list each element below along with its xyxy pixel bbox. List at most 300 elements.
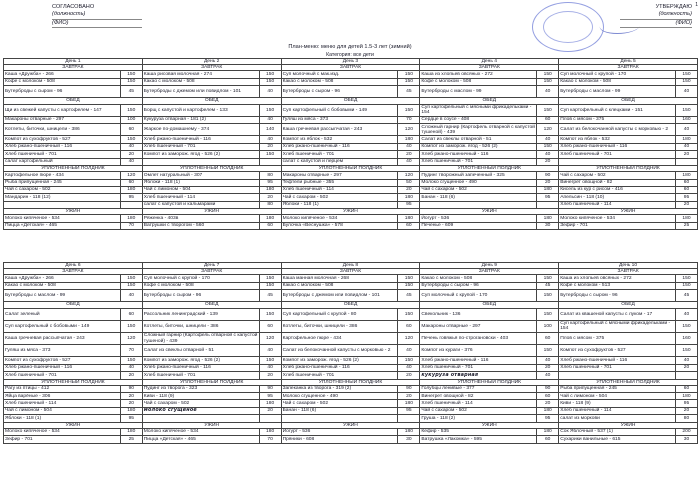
dish-name: Плов с мясом - 375 [559, 332, 676, 344]
dish-name: Чай с сахаром - 502 [420, 186, 537, 193]
dish-portion: 150 [120, 357, 142, 364]
meal-section-label: УЖИН [142, 209, 281, 215]
meal-section-label: УПЛОТНЕННЫЙ ПОЛДНИК [281, 379, 420, 385]
dish-name: Жаркое по-домашнему - 374 [142, 124, 259, 136]
dish-name: Салат из квашеной капусты с луком - 17 [559, 308, 676, 320]
dish-portion: 180 [120, 407, 142, 414]
dish-portion: 150 [398, 104, 420, 116]
dish-portion: 60 [259, 222, 281, 229]
dish-name: Компот из сухофруктов - 527 [4, 136, 121, 143]
dish-name: Кофе с молоком - 508 [420, 78, 537, 85]
name-line-right: (ФИО) [620, 20, 692, 28]
dish-portion: 40 [259, 116, 281, 123]
dish-name: Бутерброды с сыром - 96 [142, 290, 259, 302]
dish-portion: 40 [259, 345, 281, 357]
dish-portion: 40 [120, 143, 142, 150]
dish-portion: 180 [120, 186, 142, 193]
dish-portion: 20 [398, 393, 420, 400]
dish-name: Кисель из кур с рисом - 416 [559, 186, 676, 193]
dish-portion: 95 [537, 415, 559, 422]
dish-portion: 150 [675, 275, 697, 282]
dish-row [4, 222, 698, 229]
meal-section-label: УПЛОТНЕННЫЙ ПОЛДНИК [142, 379, 281, 385]
dish-portion: 180 [398, 428, 420, 435]
dish-portion [259, 415, 281, 422]
dish-portion: 95 [398, 407, 420, 414]
dish-name: Молоко кипяченое - 534 [281, 215, 398, 222]
meal-section-label: ОБЕД [4, 302, 143, 308]
dish-row [4, 186, 698, 193]
dish-name: Компот из яблок - 532 [281, 136, 398, 143]
dish-row [4, 415, 698, 422]
dish-portion: 180 [537, 186, 559, 193]
dish-portion: 150 [398, 71, 420, 78]
dish-name: Сложный гарнир (Картофель отварной с капустой тушеной) - 439 [421, 124, 535, 135]
meal-section-label: УПЛОТНЕННЫЙ ПОЛДНИК [142, 165, 281, 171]
dish-portion: 60 [398, 320, 420, 332]
dish-portion: 60 [537, 393, 559, 400]
position-line-right: (должность) [620, 11, 692, 19]
dish-portion: 20 [120, 400, 142, 407]
dish-portion: 180 [537, 407, 559, 414]
dish-portion: 150 [537, 308, 559, 320]
dish-portion: 150 [120, 320, 142, 332]
dish-portion: 150 [120, 282, 142, 289]
dish-name: Хлеб пшеничный - 114 [281, 186, 398, 193]
dish-portion: 60 [675, 186, 697, 193]
dish-portion: 120 [537, 124, 559, 136]
dish-name: Борщ с капустой и картофелем - 133 [142, 104, 259, 116]
dish-portion: 90 [398, 385, 420, 392]
dish-portion: 60 [537, 332, 559, 344]
dish-portion: 60 [120, 124, 142, 136]
meal-section-label: ЗАВТРАК [142, 269, 281, 275]
dish-portion: 150 [537, 290, 559, 302]
dish-name: Чай с лимоном - 504 [142, 186, 259, 193]
dish-name: Чай с сахаром - 502 [559, 172, 676, 179]
meal-section-label: УЖИН [4, 422, 143, 428]
dish-name: Пряники - 608 [281, 436, 398, 443]
dish-portion: 180 [537, 428, 559, 435]
dish-name: Молоко сгущенное - 490 [281, 393, 398, 400]
dish-portion: 40 [120, 158, 142, 165]
dish-name: Хлеб пшеничный - 701 [4, 372, 121, 379]
dish-name: Киви - 118 (9) [142, 393, 259, 400]
meal-section-label: ЗАВТРАК [142, 65, 281, 71]
dish-name: Хлеб ржано-пшеничный - 116 [420, 151, 537, 158]
dish-name: Свекольник - 136 [420, 308, 537, 320]
dish-portion: 80 [259, 172, 281, 179]
dish-portion: 150 [398, 275, 420, 282]
meal-section-label: УЖИН [420, 209, 559, 215]
dish-portion: 150 [120, 136, 142, 143]
dish-name: салат с капустой и перцем [281, 158, 398, 165]
dish-portion: 40 [675, 143, 697, 150]
dish-portion: 20 [537, 400, 559, 407]
dish-name: Яблоки - 118 (1) [4, 415, 121, 422]
dish-name: Запеканка из творога - 319 (2) [281, 385, 398, 392]
dish-portion: 40 [675, 357, 697, 364]
dish-name: Хлеб пшеничный - 701 [559, 364, 676, 371]
dish-name: Суп картофельный с клецками - 151 [559, 104, 676, 116]
dish-row [4, 124, 698, 136]
meal-section-label: УЖИН [281, 422, 420, 428]
dish-name: Пицца «Детская» - 465 [142, 436, 259, 443]
dish-portion: 40 [259, 364, 281, 371]
dish-portion [120, 201, 142, 208]
meal-section-label: ЗАВТРАК [559, 65, 698, 71]
approval-block-left [52, 4, 142, 28]
dish-portion: 100 [537, 320, 559, 332]
dish-portion: 40 [120, 290, 142, 302]
dish-name: Хлеб ржано-пшеничный - 116 [559, 357, 676, 364]
dish-portion: 45 [259, 290, 281, 302]
dish-name: Кофе с молоком - 508 [142, 282, 259, 289]
dish-portion: 150 [398, 78, 420, 85]
dish-name: Чай с лимоном - 504 [4, 407, 121, 414]
dish-name: Тефтели рыбные - 355 [281, 179, 398, 186]
meal-section-label: ОБЕД [559, 302, 698, 308]
dish-portion [675, 372, 697, 379]
dish-portion: 150 [537, 78, 559, 85]
meal-section-label: ОБЕД [420, 98, 559, 104]
dish-portion: 90 [537, 385, 559, 392]
meal-section-label: УПЛОТНЕННЫЙ ПОЛДНИК [4, 165, 143, 171]
dish-portion [675, 158, 697, 165]
dish-portion: 120 [398, 172, 420, 179]
dish-portion: 150 [259, 71, 281, 78]
dish-portion: 180 [398, 215, 420, 222]
dish-name: Ряженка - 403в [142, 215, 259, 222]
dish-portion: 30 [537, 222, 559, 229]
dish-name [559, 372, 676, 379]
dish-name: Булочка «Веснушка» - 578 [281, 222, 398, 229]
day-header: День 10 [559, 263, 698, 269]
dish-row [4, 372, 698, 379]
dish-name: Хлеб ржано-пшеничный - 116 [420, 357, 537, 364]
dish-name: Сложный гарнир (Картофель отварной с капустой тушеной) - 439 [143, 333, 258, 344]
dish-name [142, 158, 259, 165]
approved-label: УТВЕРЖДАЮ [655, 4, 692, 10]
dish-name: Гуляш из мяса - 373 [4, 345, 121, 357]
dish-name: Молоко кипяченое - 534 [4, 215, 121, 222]
dish-name: Бутерброды с маслом - 99 [559, 86, 676, 98]
dish-portion [259, 158, 281, 165]
dish-row [4, 345, 698, 357]
dish-name: Картофельное пюре - 434 [4, 172, 121, 179]
menu-table-week-2 [3, 262, 698, 444]
dish-name: Рыба припущенная - 245 [4, 179, 121, 186]
dish-name: Винегрет овощной - 82 [559, 179, 676, 186]
meal-section-label: ЗАВТРАК [281, 65, 420, 71]
dish-portion: 95 [675, 194, 697, 201]
meal-section-label: ОБЕД [281, 98, 420, 104]
dish-name: Бутерброды с маслом - 99 [420, 86, 537, 98]
dish-name: Зефир - 701 [4, 436, 121, 443]
dish-portion: 70 [398, 116, 420, 123]
dish-name: Печень говяжья по-строгановски - 403 [420, 332, 537, 344]
dish-name: Омлет натуральный - 307 [142, 172, 259, 179]
dish-portion: 180 [398, 136, 420, 143]
dish-name: Суп молочный с мак.изд. [281, 71, 398, 78]
dish-portion: 80 [259, 201, 281, 208]
dish-name: Хлеб пшеничный - 701 [559, 151, 676, 158]
dish-row [4, 282, 698, 289]
dish-name: Компот из сухофруктов - 527 [4, 357, 121, 364]
dish-name: Молоко кипяченое - 534 [559, 215, 676, 222]
dish-portion: 45 [675, 290, 697, 302]
dish-row [4, 308, 698, 320]
position-line-left: (должность) [52, 11, 142, 19]
dish-name: Банан - 118 (6) [281, 407, 398, 414]
dish-row [4, 136, 698, 143]
dish-portion: 180 [398, 194, 420, 201]
dish-portion: 95 [120, 415, 142, 422]
dish-portion: 160 [675, 332, 697, 344]
dish-name: Компот из заморож. ягод - 526 (2) [142, 357, 259, 364]
dish-portion: 60 [675, 179, 697, 186]
dish-name: Хлеб пшеничный - 114 [420, 400, 537, 407]
dish-name: Хлеб ржано-пшеничный - 116 [281, 364, 398, 371]
dish-row [4, 364, 698, 371]
dish-portion: 60 [259, 320, 281, 332]
dish-portion: 95 [537, 194, 559, 201]
dish-portion: 150 [537, 104, 559, 116]
day-header: День 7 [142, 263, 281, 269]
dish-portion: 20 [537, 179, 559, 186]
dish-portion: 45 [537, 282, 559, 289]
dish-name: Чай с сахаром - 502 [420, 407, 537, 414]
dish-portion: 40 [398, 143, 420, 150]
dish-portion: 70 [120, 222, 142, 229]
dish-portion: 95 [259, 179, 281, 186]
dish-name: Макароны отварные - 297 [4, 116, 121, 123]
dish-row [4, 172, 698, 179]
dish-name: Каша гречневая рассыпчатая - 243 [4, 332, 121, 344]
meal-section-label: УПЛОТНЕННЫЙ ПОЛДНИК [559, 165, 698, 171]
meal-section-label: ЗАВТРАК [4, 65, 143, 71]
dish-portion: 150 [675, 320, 697, 332]
day-header: День 1 [4, 59, 143, 65]
dish-portion: 40 [259, 86, 281, 98]
dish-portion: 180 [675, 215, 697, 222]
dish-name: Молоко кипяченое - 534 [4, 428, 121, 435]
document-category: Категория: все дети [326, 52, 374, 58]
dish-name: Компот из сухофруктов - 527 [559, 345, 676, 357]
dish-name: Рыба припущенная - 245 [559, 385, 676, 392]
dish-portion: 45 [398, 86, 420, 98]
dish-row [4, 400, 698, 407]
dish-portion: 90 [259, 385, 281, 392]
dish-name: Чай с лимоном - 504 [559, 393, 676, 400]
day-header: День 8 [281, 263, 420, 269]
day-header: День 5 [559, 59, 698, 65]
dish-name: Рагу из птицы - 412 [4, 385, 121, 392]
dish-name: Киви - 118 (9) [559, 400, 676, 407]
dish-portion: 60 [120, 179, 142, 186]
dish-name: Винегрет овощной - 82 [420, 393, 537, 400]
dish-name: Апельсин - 118 (10) [559, 194, 676, 201]
dish-portion: 90 [120, 385, 142, 392]
dish-name: Рассольник ленинградский - 139 [142, 308, 259, 320]
dish-portion: 20 [398, 186, 420, 193]
dish-name: Хлеб ржано-пшеничный - 116 [142, 136, 259, 143]
dish-name [281, 415, 398, 422]
dish-portion: 60 [120, 308, 142, 320]
dish-portion: 180 [259, 400, 281, 407]
dish-portion: 180 [398, 400, 420, 407]
meal-section-label: ОБЕД [4, 98, 143, 104]
dish-portion: 150 [398, 282, 420, 289]
dish-name: Хлеб пшеничный - 114 [559, 201, 676, 208]
meal-section-label: УПЛОТНЕННЫЙ ПОЛДНИК [420, 379, 559, 385]
dish-portion: 40 [398, 158, 420, 165]
dish-portion: 180 [259, 186, 281, 193]
dish-portion [398, 415, 420, 422]
dish-portion: 70 [120, 345, 142, 357]
agreed-label: СОГЛАСОВАНО [52, 4, 95, 10]
dish-name: Хлеб ржано-пшеничный - 116 [281, 143, 398, 150]
dish-portion: 180 [675, 172, 697, 179]
dish-name: Компот из заморож. ягод - 526 (2) [420, 143, 537, 150]
dish-portion: 40 [398, 364, 420, 371]
dish-name: Хлеб пшеничный - 701 [281, 372, 398, 379]
dish-name: Хлеб ржано-пшеничный - 116 [4, 364, 121, 371]
dish-row [4, 436, 698, 443]
dish-portion: 40 [537, 372, 559, 379]
dish-row [4, 86, 698, 98]
dish-portion: 50 [398, 179, 420, 186]
dish-portion: 40 [537, 136, 559, 143]
dish-name: Хлеб пшеничный - 114 [4, 400, 121, 407]
dish-portion: 180 [120, 428, 142, 435]
dish-portion: 140 [259, 124, 281, 136]
meal-section-label: УПЛОТНЕННЫЙ ПОЛДНИК [281, 165, 420, 171]
dish-name: Яблоки - 118 (1) [142, 179, 259, 186]
dish-portion: 150 [259, 275, 281, 282]
dish-name: Бутерброды с сыром - 96 [4, 86, 121, 98]
meal-section-label: ЗАВТРАК [420, 65, 559, 71]
dish-portion: 20 [120, 393, 142, 400]
dish-name: Суп картофельный с мясными фрикадельками - 154 [420, 104, 537, 116]
dish-name: Кофе с молоком - 508 [4, 78, 121, 85]
dish-portion: 150 [259, 357, 281, 364]
meal-section-label: ЗАВТРАК [559, 269, 698, 275]
dish-row [4, 151, 698, 158]
dish-portion: 150 [537, 71, 559, 78]
dish-portion: 100 [120, 116, 142, 123]
dish-portion: 95 [675, 400, 697, 407]
dish-name: Хлеб пшеничный - 114 [142, 194, 259, 201]
dish-name: Каша гречневая рассыпчатая - 243 [281, 124, 398, 136]
dish-portion: 20 [120, 372, 142, 379]
dish-name: Компот из кураги - 376 [420, 345, 537, 357]
dish-portion: 150 [259, 151, 281, 158]
dish-row [4, 71, 698, 78]
dish-portion: 40 [675, 86, 697, 98]
dish-name: Суп картофельный с крупой - 80 [281, 308, 398, 320]
dish-portion: 70 [259, 436, 281, 443]
dish-name: Каша манная молочная - 268 [281, 275, 398, 282]
dish-portion: 150 [398, 308, 420, 320]
dish-portion: 150 [675, 345, 697, 357]
meal-section-label: ЗАВТРАК [281, 269, 420, 275]
dish-name: Йогурт - 536 [281, 428, 398, 435]
dish-portion: 60 [537, 436, 559, 443]
dish-portion: 40 [537, 357, 559, 364]
dish-name: Какао с молоком - 508 [281, 282, 398, 289]
dish-name: Сердце в соусе - 408 [420, 116, 537, 123]
meal-section-label: УЖИН [142, 422, 281, 428]
dish-name: Молоко сгущенное - 490 [420, 179, 537, 186]
dish-name: Хлеб пшеничный - 701 [142, 143, 259, 150]
dish-portion: 150 [675, 78, 697, 85]
dish-portion: 180 [675, 393, 697, 400]
dish-portion: 45 [120, 86, 142, 98]
dish-name: Котлеты, биточки, шницели - 386 [142, 320, 259, 332]
meal-section-label: ОБЕД [281, 302, 420, 308]
dish-portion: 30 [398, 436, 420, 443]
menu-table-week-1 [3, 58, 698, 230]
meal-section-label: ЗАВТРАК [4, 269, 143, 275]
dish-name: Какао с молоком - 508 [4, 282, 121, 289]
dish-name: Йогурт - 536 [420, 215, 537, 222]
dish-name [559, 158, 676, 165]
dish-portion: 150 [259, 104, 281, 116]
dish-name [420, 201, 537, 208]
dish-name [142, 415, 259, 422]
dish-row [4, 407, 698, 414]
dish-name: Каша «Дружба» - 266 [4, 71, 121, 78]
dish-name: Котлеты, биточки, шницели - 386 [4, 124, 121, 136]
dish-portion: 20 [398, 372, 420, 379]
meal-section-label: УПЛОТНЕННЫЙ ПОЛДНИК [420, 165, 559, 171]
dish-name: Суп молочный с крупой - 170 [142, 275, 259, 282]
dish-row [4, 385, 698, 392]
dish-name: салат картофельный [4, 158, 121, 165]
dish-row [4, 428, 698, 435]
dish-name: Ватрушки с творогом - 560 [142, 222, 259, 229]
dish-portion: 20 [259, 407, 281, 414]
dish-portion: 120 [259, 332, 281, 344]
dish-row [4, 104, 698, 116]
dish-row [4, 357, 698, 364]
dish-name: Пудинг из творога - 323 [142, 385, 259, 392]
day-header: День 3 [281, 59, 420, 65]
dish-portion: 180 [537, 215, 559, 222]
dish-portion: 150 [675, 282, 697, 289]
dish-name: Салат зеленый [4, 308, 121, 320]
dish-name: салат из моркови [559, 415, 676, 422]
dish-row [4, 143, 698, 150]
day-header: День 4 [420, 59, 559, 65]
dish-portion: 80 [675, 415, 697, 422]
dish-row [4, 215, 698, 222]
dish-row [4, 290, 698, 302]
dish-portion: 20 [675, 151, 697, 158]
dish-portion: 40 [675, 124, 697, 136]
day-header: День 2 [142, 59, 281, 65]
meal-section-label: УПЛОТНЕННЫЙ ПОЛДНИК [4, 379, 143, 385]
dish-portion: 40 [259, 136, 281, 143]
dish-portion: 90 [537, 172, 559, 179]
dish-portion: 45 [398, 290, 420, 302]
dish-portion: 150 [675, 104, 697, 116]
dish-name: Груша - 118 (2) [420, 415, 537, 422]
dish-name: Компот из заморож. ягод - 526 (2) [281, 357, 398, 364]
dish-portion: 60 [398, 222, 420, 229]
dish-name: Бутерброды с сыром - 96 [281, 86, 398, 98]
